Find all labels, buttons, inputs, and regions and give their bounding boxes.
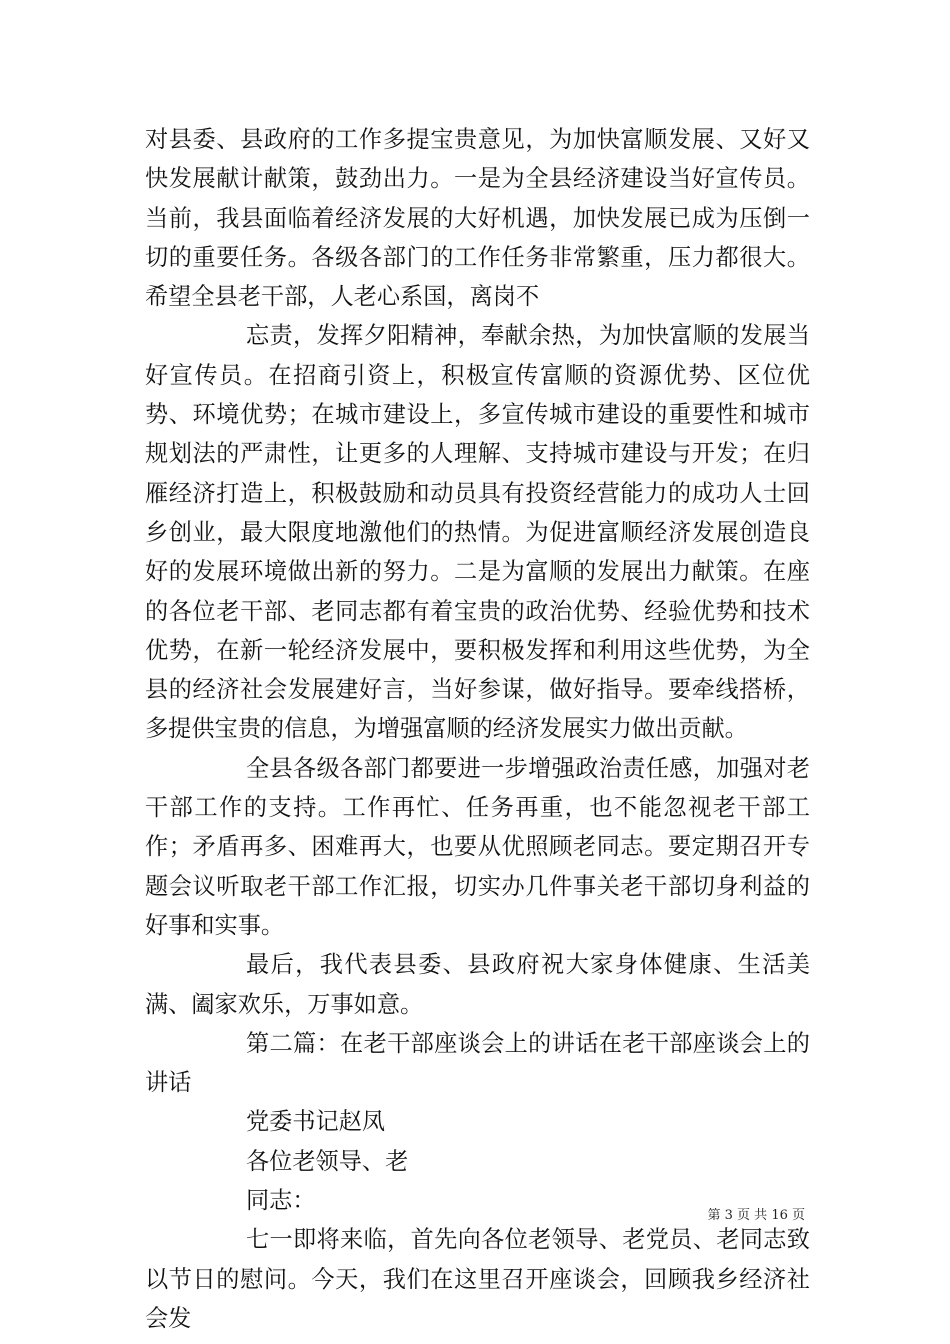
salutation-line-2: 同志： [246,1187,316,1215]
salutation-line-1: 各位老领导、老 [246,1147,409,1175]
document-body [145,120,810,1338]
page-number: 第 3 页 共 16 页 [707,1208,805,1223]
section-heading: 第二篇：在老干部座谈会上的讲话在老干部座谈会上的讲话 [145,1029,810,1097]
paragraph-5: 七一即将来临，首先向各位老领导、老党员、老同志致以节日的慰问。今天，我们在这里召开座谈会，回顾我乡经济社会发 [145,1226,810,1332]
paragraph-2: 忘责，发挥夕阳精神，奉献余热，为加快富顺的发展当好宣传员。在招商引资上，积极宣传富顺的资源优势、区位优势、环境优势；在城市建设上，多宣传城市建设的重要性和城市规划法的严肃性，让更多的人理解、支持城市建设与开发；在归雁经济打造上，积极鼓励和动员具有投资经营能力的成功人士回乡创业，最大限度地激他们的热情。为促进富顺经济发展创造良好的发展环境做出新的努力。二是为富顺的发展出力献策。在座的各位老干部、老同志都有着宝贵的政治优势、经验优势和技术优势，在新一轮经济发展中，要积极发挥和利用这些优势，为全县的经济社会发展建好言，当好参谋，做好指导。要牵线搭桥，多提供宝贵的信息，为增强富顺的经济发展实力做出贡献。 [145,322,810,743]
paragraph-4: 最后，我代表县委、县政府祝大家身体健康、生活美满、阖家欢乐，万事如意。 [145,951,810,1018]
speaker-line: 党委书记赵凤 [246,1108,386,1136]
paragraph-1: 对县委、县政府的工作多提宝贵意见，为加快富顺发展、又好又快发展献计献策，鼓劲出力。一是为全县经济建设当好宣传员。当前，我县面临着经济发展的大好机遇，加快发展已成为压倒一切的重要任务。各级各部门的工作任务非常繁重，压力都很大。希望全县老干部，人老心系国，离岗不 [145,126,810,311]
paragraph-3: 全县各级各部门都要进一步增强政治责任感，加强对老干部工作的支持。工作再忙、任务再重，也不能忽视老干部工作；矛盾再多、困难再大，也要从优照顾老同志。要定期召开专题会议听取老干部工作汇报，切实办几件事关老干部切身利益的好事和实事。 [145,754,810,939]
